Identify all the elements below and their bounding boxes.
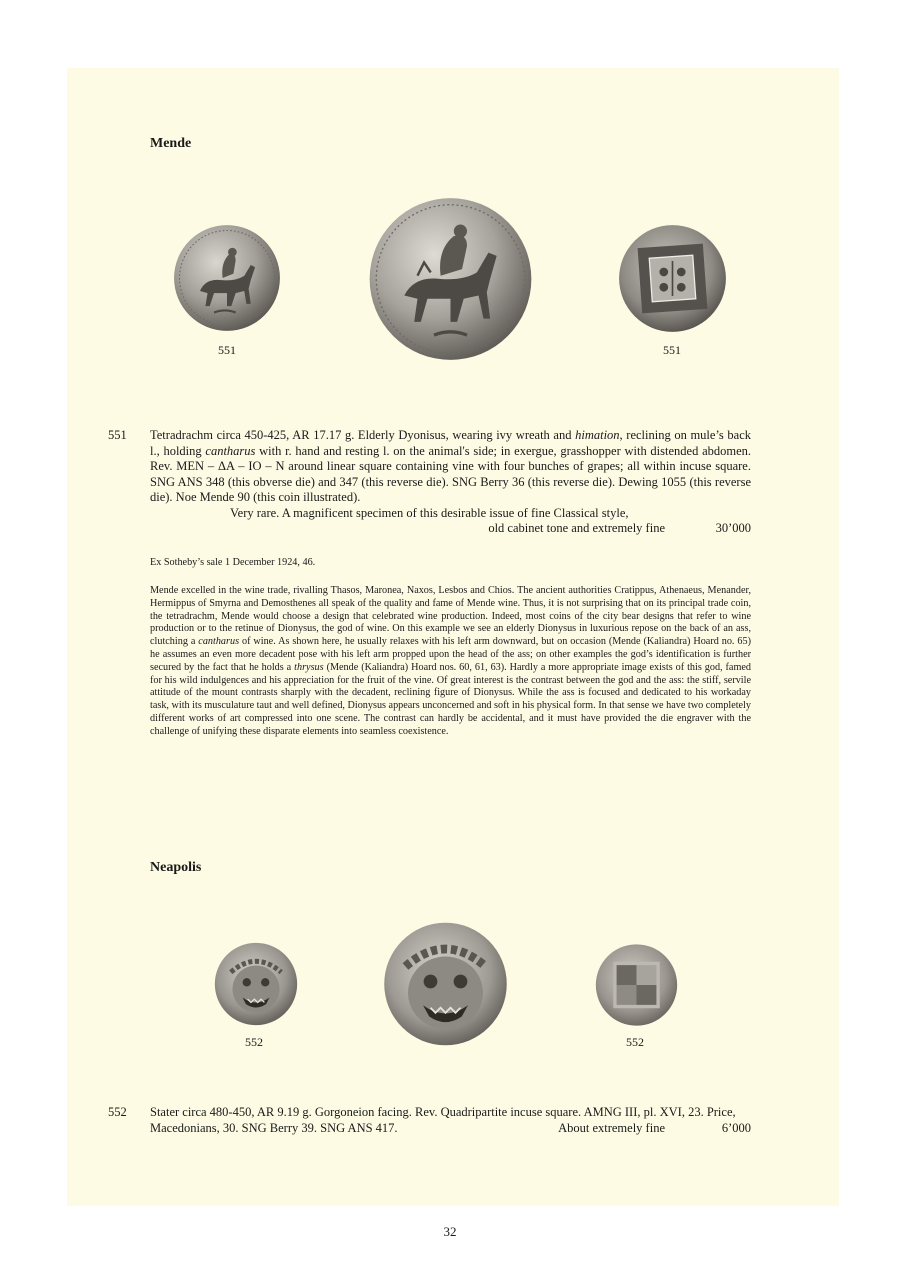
grade: old cabinet tone and extremely fine: [488, 521, 665, 535]
commentary: [150, 585, 751, 739]
neapolis-gorgoneion-coin-image: [214, 941, 298, 1027]
description-italic: himation: [575, 428, 620, 442]
section-heading-neapolis: Neapolis: [150, 860, 202, 875]
grade: About extremely fine: [558, 1120, 665, 1135]
commentary-text: of wine. As shown here, he usually relaxes with his left arm downward, but on occasion (Mende (Kaliandra) Hoard no. 65) he assumes an even more decadent pose with his left arm propped upon the head of the ass; on other examples the god’s identification is further secured by the fact that he holds a: [150, 636, 751, 673]
plate-label: 551: [218, 343, 236, 357]
description-text: , reclining on mule’s back l., holding: [150, 428, 752, 458]
mende-reverse-coin-image: [618, 224, 727, 333]
lot-number: 551: [108, 428, 127, 442]
section-heading-mende: Mende: [150, 136, 192, 151]
lot-description: [150, 428, 751, 537]
commentary-italic: cantharus: [198, 636, 240, 648]
description-text: Tetradrachm circa 450-425, AR 17.17 g. Elderly Dyonisus, wearing ivy wreath and: [150, 428, 576, 442]
commentary-text: Mende excelled in the wine trade, rivalling Thasos, Maronea, Naxos, Lesbos and Chios. The ancient authorities Cratippus, Athenaeus, Menander, Hermippus of Smyrna and Demosthenes all speak of the quality and fame of Mende wine. Thus, it is not surprising that on its principal trade coin, the tetradrachm, Mende would choose a design that celebrated wine production. Indeed, most coins of the city bear designs that refer to wine production or to the retinue of Dionysus, the god of wine. On this example we see an elderly Dionysus in luxurious repose on the back of an ass, clutching a: [150, 585, 751, 648]
grade-price-line: [150, 521, 751, 537]
description-text: Stater circa 480-450, AR 9.19 g. Gorgoneion facing. Rev. Quadripartite incuse square. AMNG III, pl. XVI, 23. Price, Macedonians, 30. SNG Berry 39. SNG ANS 417.: [150, 1105, 736, 1135]
plate-label: 552: [626, 1035, 644, 1049]
page-number: 32: [443, 1224, 457, 1239]
neapolis-gorgoneion-enlarged-coin-image: [383, 921, 508, 1047]
description-text: with r. hand and resting l. on the animal's side; in exergue, grasshopper with distended abdomen. Rev. MEN – ΔA – IO – N around linear square containing vine with four bunches of grapes; all within incuse square. SNG ANS 348 (this obverse die) and 347 (this reverse die). SNG Berry 36 (this reverse die). Dewing 1055 (this reverse die). Noe Mende 90 (this coin illustrated).: [150, 443, 752, 504]
rarity-note: Very rare. A magnificent specimen of this desirable issue of fine Classical style,: [230, 505, 629, 520]
plate-label: 551: [663, 343, 681, 357]
commentary-text: (Mende (Kaliandra) Hoard nos. 60, 61, 63). Hardly a more appropriate image exists of this god, famed for his wild indulgences and his appreciation for the fruit of the vine. Of great interest is the contrast between the god and the ass: the stiff, servile attitude of the mount contrasts sharply with the decadent, reclining figure of Dionysus. While the ass is focused and dedicated to his workaday task, with its musculature taut and well defined, Dionysus appears unconcerned and soft in his physical form. In that sense we have two completely different works of art compressed into one scene. The contrast can hardly be accidental, and it must have provided the die engraver with the challenge of unifying these disparate elements into seamless coexistence.: [150, 661, 751, 737]
price: 30’000: [715, 521, 751, 535]
lot-number: 552: [108, 1105, 127, 1119]
mende-obverse-enlarged-coin-image: [368, 195, 533, 363]
description-italic: cantharus: [205, 443, 256, 458]
plate-label: 552: [245, 1035, 263, 1049]
lot-description-text: [150, 428, 751, 506]
commentary-italic: thrysus: [294, 661, 324, 673]
lot-description: [150, 1105, 751, 1136]
mende-obverse-coin-image: [173, 222, 281, 334]
provenance: Ex Sotheby’s sale 1 December 1924, 46.: [150, 557, 316, 568]
price: 6’000: [721, 1120, 751, 1135]
neapolis-incuse-square-coin-image: [595, 943, 678, 1027]
